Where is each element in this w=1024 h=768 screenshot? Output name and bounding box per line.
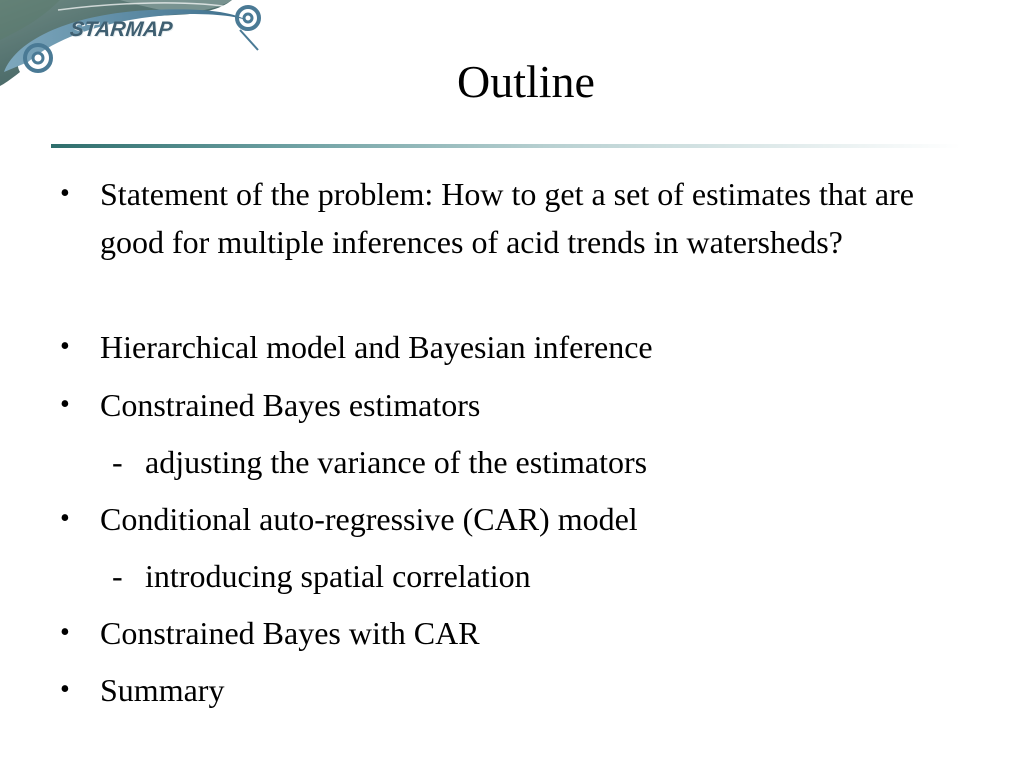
logo-wordmark: STARMAP — [68, 18, 174, 41]
dash-icon: - — [112, 558, 123, 594]
outline-item-text: Hierarchical model and Bayesian inference — [100, 329, 653, 365]
bullet-icon: • — [60, 389, 70, 420]
outline-item-text: Constrained Bayes with CAR — [100, 615, 480, 651]
outline-item-text: Conditional auto-regressive (CAR) model — [100, 501, 638, 537]
outline-item-text: Statement of the problem: How to get a set of estimates that are good for multiple inferences of acid trends in watersheds? — [100, 176, 914, 260]
bullet-icon: • — [60, 503, 70, 534]
outline-subitem-text: adjusting the variance of the estimators — [145, 444, 648, 480]
bullet-icon: • — [60, 178, 70, 209]
outline-subitem-text: introducing spatial correlation — [145, 558, 531, 594]
slide-title: Outline — [457, 56, 595, 107]
bullet-icon: • — [60, 331, 70, 362]
bullet-icon: • — [60, 617, 70, 648]
outline-item-text: Constrained Bayes estimators — [100, 387, 481, 423]
dash-icon: - — [112, 444, 123, 480]
outline-item-text: Summary — [100, 672, 225, 708]
bullet-icon: • — [60, 674, 70, 705]
